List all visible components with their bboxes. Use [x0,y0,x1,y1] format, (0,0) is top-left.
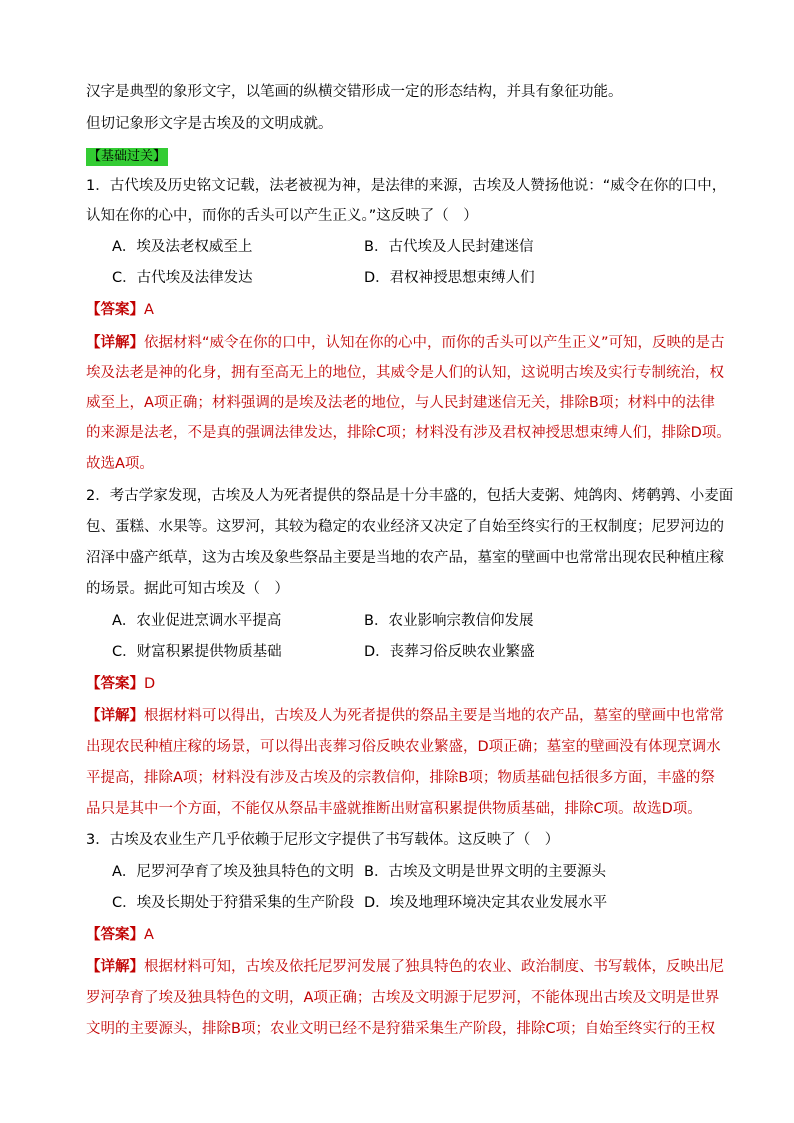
q3-option-b: B．古埃及文明是世界文明的主要源头 [364,864,606,880]
intro-line-1: 汉字是典型的象形文字，以笔画的纵横交错形成一定的形态结构，并具有象征功能。 [86,84,623,100]
q3-explain-line-1 [86,957,724,977]
q2-explain-line-3: 平提高，排除A项；材料没有涉及古埃及的宗教信仰，排除B项；物质基础包括很多方面，丰盛的祭 [86,770,715,786]
q3-option-c: C．埃及长期处于狩猎采集的生产阶段 [112,895,355,911]
q3-answer-value: A [144,927,154,943]
q3-stem-line-1: 3．古埃及农业生产几乎依赖于尼形文字提供了书写载体。这反映了（ ） [86,832,560,848]
q1-answer [86,300,716,320]
q3-answer [86,925,716,945]
q3-option-a: A．尼罗河孕育了埃及独具特色的文明 [112,864,354,880]
q2-explain-text-1: 根据材料可以得出，古埃及人为死者提供的祭品主要是当地的农产品，墓室的壁画中也常常 [144,708,724,724]
section-header [86,146,716,166]
q2-explain-line-2: 出现农民种植庄稼的场景，可以得出丧葬习俗反映农业繁盛，D项正确；墓室的壁画没有体现烹调水 [86,739,721,755]
q2-answer-label: 【答案】 [86,676,144,692]
intro-line-2: 但切记象形文字是古埃及的文明成就。 [86,116,333,132]
q2-answer-value: D [144,676,156,692]
section-tag: 【基础过关】 [88,149,167,164]
q2-explain-line-1 [86,706,724,726]
q1-explain-label: 【详解】 [86,335,144,351]
q1-answer-value: A [144,302,154,318]
q3-answer-label: 【答案】 [86,927,144,943]
q1-answer-label: 【答案】 [86,302,144,318]
q1-explain-line-5: 故选A项。 [86,456,154,472]
q2-stem-line-2: 包、蛋糕、水果等。这罗河，其较为稳定的农业经济又决定了自始至终实行的王权制度；尼罗河边的 [86,519,724,535]
q1-explain-line-1 [86,333,725,353]
q2-option-d: D．丧葬习俗反映农业繁盛 [364,644,535,660]
q2-answer [86,674,716,694]
q2-option-a: A．农业促进烹调水平提高 [112,613,282,629]
q2-option-c: C．财富积累提供物质基础 [112,644,282,660]
q1-option-d: D．君权神授思想束缚人们 [364,270,535,286]
q1-stem-line-1: 1．古代埃及历史铭文记载，法老被视为神，是法律的来源，古埃及人赞扬他说：“威令在你的口中， [86,178,727,194]
q3-option-d: D．埃及地理环境决定其农业发展水平 [364,895,608,911]
q3-explain-label: 【详解】 [86,959,144,975]
q2-explain-label: 【详解】 [86,708,144,724]
q2-option-b: B．农业影响宗教信仰发展 [364,613,534,629]
q1-stem-line-2: 认知在你的心中，而你的舌头可以产生正义。”这反映了（ ） [86,208,478,224]
q2-stem-line-4: 的场景。据此可知古埃及（ ） [86,581,289,597]
q1-explain-line-3: 威至上，A项正确；材料强调的是埃及法老的地位，与人民封建迷信无关，排除B项；材料中的法律 [86,395,715,411]
q1-option-c: C．古代埃及法律发达 [112,270,253,286]
q2-explain-line-4: 品只是其中一个方面，不能仅从祭品丰盛就推断出财富积累提供物质基础，排除C项。故选D项。 [86,801,702,817]
q3-explain-line-3: 文明的主要源头，排除B项；农业文明已经不是狩猎采集生产阶段，排除C项；自始至终实行的王权 [86,1021,716,1037]
q1-explain-text-1: 依据材料“威令在你的口中，认知在你的心中，而你的舌头可以产生正义”可知，反映的是古 [144,335,725,351]
q1-explain-line-2: 埃及法老是神的化身，拥有至高无上的地位，其威令是人们的认知，这说明古埃及实行专制统治，权 [86,365,724,381]
q3-explain-line-2: 罗河孕育了埃及独具特色的文明，A项正确；古埃及文明源于尼罗河，不能体现出古埃及文明是世界 [86,990,720,1006]
q1-explain-line-4: 的来源是法老，不是真的强调法律发达，排除C项；材料没有涉及君权神授思想束缚人们，排除D项。 [86,425,731,441]
q3-explain-text-1: 根据材料可知，古埃及依托尼罗河发展了独具特色的农业、政治制度、书写载体，反映出尼 [144,959,724,975]
q1-option-b: B．古代埃及人民封建迷信 [364,239,534,255]
q2-stem-line-3: 沼泽中盛产纸草，这为古埃及象些祭品主要是当地的农产品，墓室的壁画中也常常出现农民种植庄稼 [86,550,724,566]
q1-option-a: A．埃及法老权威至上 [112,239,253,255]
q2-stem-line-1: 2．考古学家发现，古埃及人为死者提供的祭品是十分丰盛的，包括大麦粥、炖鸽肉、烤鹌鹑、小麦面 [86,488,734,504]
